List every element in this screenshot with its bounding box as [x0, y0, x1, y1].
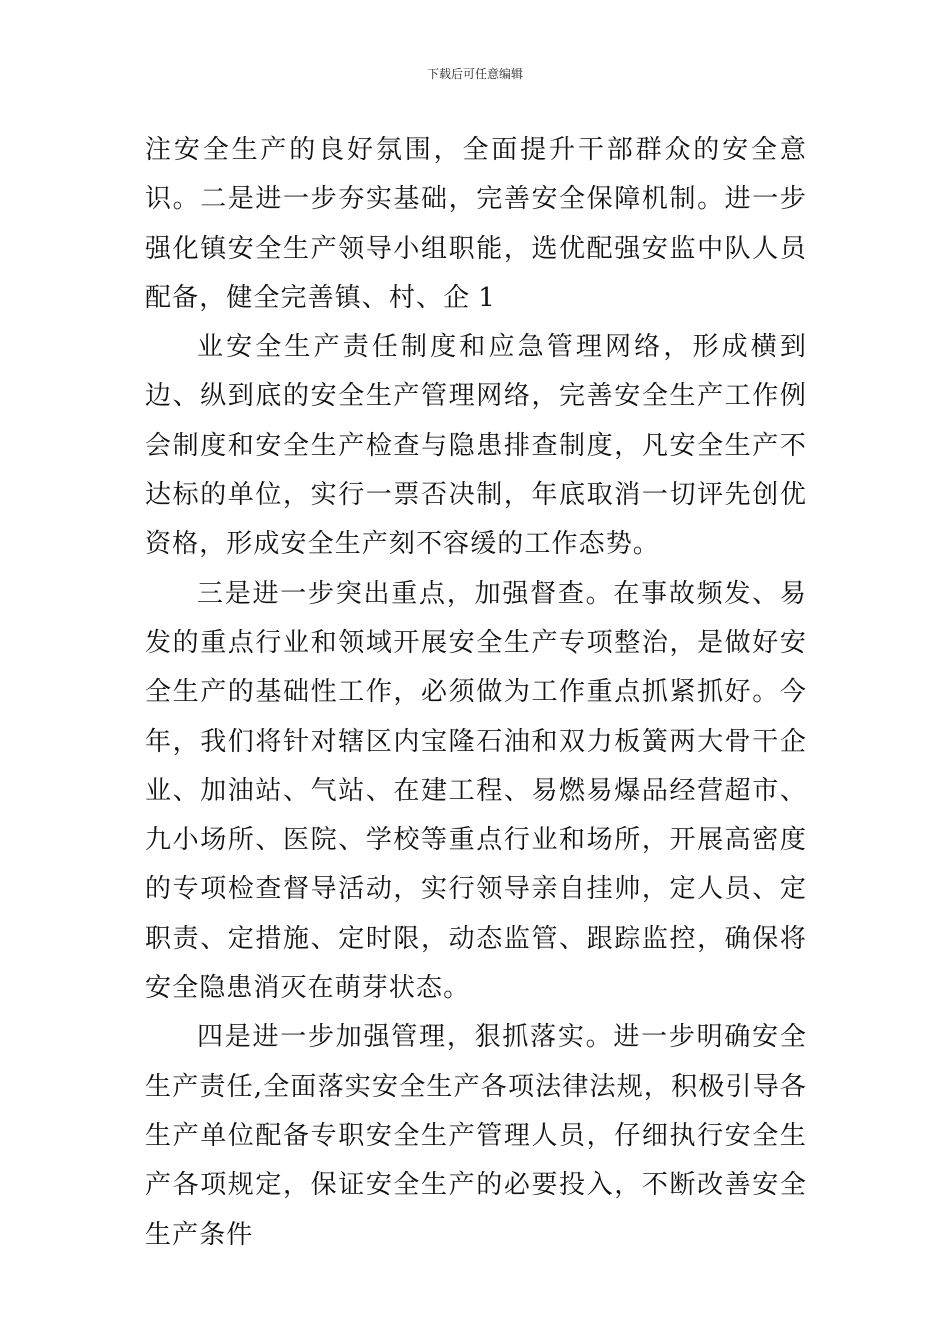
page-number: 1 — [478, 282, 496, 313]
paragraph-continued — [145, 126, 807, 323]
page-header-note: 下载后可任意编辑 — [426, 67, 523, 81]
document-body — [145, 126, 807, 1260]
paragraph-text: 注安全生产的良好氛围，全面提升干部群众的安全意识。二是进一步夯实基础，完善安全保障机制。进一步强化镇安全生产领导小组职能，选优配强安监中队人员配备，健全完善镇、村、企 — [145, 135, 807, 313]
paragraph: 业安全生产责任制度和应急管理网络，形成横到边、纵到底的安全生产管理网络，完善安全生产工作例会制度和安全生产检查与隐患排查制度，凡安全生产不达标的单位，实行一票否决制，年底取消一切评先创优资格，形成安全生产刻不容缓的工作态势。 — [145, 332, 807, 560]
paragraph: 三是进一步突出重点，加强督查。在事故频发、易发的重点行业和领域开展安全生产专项整治，是做好安全生产的基础性工作，必须做为工作重点抓紧抓好。今年，我们将针对辖区内宝隆石油和双力板簧两大骨干企业、加油站、气站、在建工程、易燃易爆品经营超市、九小场所、医院、学校等重点行业和场所，开展高密度的专项检查督导活动，实行领导亲自挂帅，定人员、定职责、定措施、定时限，动态监管、跟踪监控，确保将安全隐患消灭在萌芽状态。 — [145, 578, 807, 1004]
paragraph: 四是进一步加强管理，狠抓落实。进一步明确安全生产责任,全面落实安全生产各项法律法规，积极引导各生产单位配备专职安全生产管理人员，仔细执行安全生产各项规定，保证安全生产的必要投入，不断改善安全生产条件 — [145, 1022, 807, 1250]
